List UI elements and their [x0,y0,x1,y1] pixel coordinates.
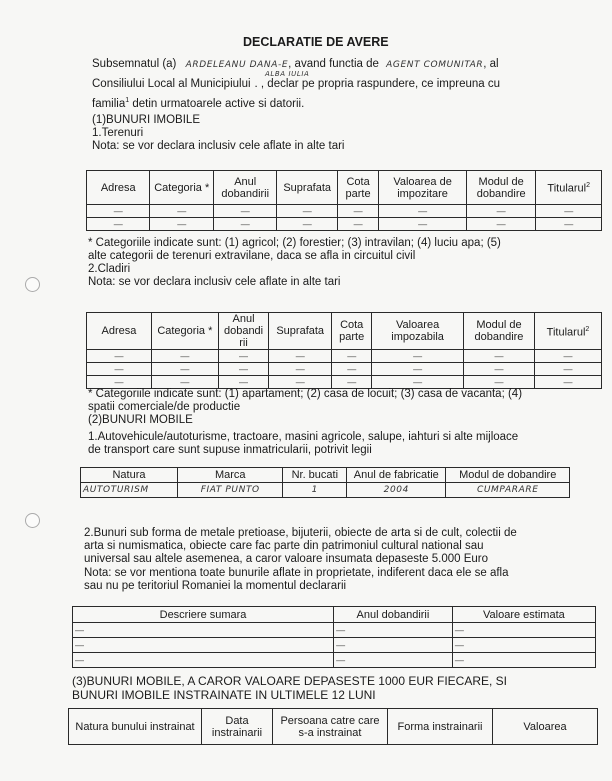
punch-hole-bottom [25,513,40,528]
table-cell: — [334,623,453,638]
footnote-marker: 2 [586,182,591,190]
table-row [73,638,596,653]
col-header: Anul dobandi rii [218,313,268,350]
col-header [534,313,601,350]
table-row [87,350,602,363]
table-cell: — [332,363,372,376]
col-header: Modul de dobandire [463,313,534,350]
table-cell: — [151,363,218,376]
table-cell: — [150,218,213,231]
col-header: Adresa [87,313,152,350]
table-row [87,363,602,376]
table-cell: — [337,205,378,218]
table-cell: — [452,623,595,638]
col-header: Valoarea [493,709,598,745]
intro-line-1 [92,58,499,70]
terenuri-note: Nota: se vor declara inclusiv cele aflate in alte tari [92,140,345,152]
col-header: Forma instrainarii [388,709,493,745]
bunuri-table [72,606,596,668]
table-cell: — [151,376,218,389]
table-cell: — [332,376,372,389]
bunuri-paragraph-line-1: 2.Bunuri sub forma de metale pretioase, bijuterii, obiecte de arta si de cult, colectii de [84,527,517,539]
table-cell: — [534,350,601,363]
table-row [81,483,570,498]
section-3-heading-line-2: BUNURI IMOBILE INSTRAINATE IN ULTIMELE 12 LUNI [72,688,376,702]
col-header-text: Modul de dobandire [476,175,526,200]
table-cell: — [463,350,534,363]
footnote-marker: 2 [585,325,590,333]
table-cell: — [151,350,218,363]
col-header: Anul dobandirii [213,171,276,205]
col-header: Adresa [87,171,150,205]
intro-line-3 [92,97,304,110]
table-cell: — [87,376,152,389]
section-2-heading: (2)BUNURI MOBILE [88,414,193,426]
col-header: Valoarea impozabila [372,313,464,350]
col-header: Natura [81,468,178,483]
table-cell: — [452,653,595,668]
table-cell: — [372,376,464,389]
table-cell: — [379,218,467,231]
cladiri-footnote-line-2: spatii comerciale/de productie [88,401,241,413]
table-cell: — [269,350,332,363]
col-header: Categoria * [151,313,218,350]
col-header-text: Titularul [547,182,587,195]
col-header: Descriere sumara [73,607,334,623]
table-cell: — [218,376,268,389]
table-cell: — [379,205,467,218]
cladiri-footnote-line-1: * Categoriile indicate sunt: (1) apartament; (2) casa de locuit; (3) casa de vacanta; (4) [88,388,523,400]
col-header: Persoana catre care s-a instrainat [273,709,388,745]
intro-text: , avand functia de [288,58,379,70]
intro-text: Consiliului Local al Municipiului [92,78,251,90]
col-header: Anul dobandirii [334,607,453,623]
table-row [87,376,602,389]
table-cell: — [372,363,464,376]
footnote-marker: 1 [125,97,130,104]
vehicle-brand: FIAT PUNTO [178,483,283,498]
instrainate-table [68,708,598,745]
document-title: DECLARATIE DE AVERE [243,35,389,49]
vehicle-year: 2004 [347,483,446,498]
col-header: Marca [178,468,283,483]
vehicle-acquisition: CUMPARARE [446,483,570,498]
table-cell: — [334,638,453,653]
bunuri-paragraph-line-3: universal sau altele asemenea, a caror valoare insumata depaseste 5.000 Euro [84,553,489,565]
table-cell: — [218,363,268,376]
table-cell: — [536,205,602,218]
col-header: Anul de fabricatie [347,468,446,483]
bunuri-note-line-2: sau nu pe teritoriul Romaniei la momentul declararii [84,580,347,592]
table-cell: — [337,218,378,231]
vehicle-type: AUTOTURISM [81,483,178,498]
col-header-text: Titularul [546,326,586,339]
col-header [536,171,602,205]
col-header: Modul de dobandire [446,468,570,483]
intro-line-2 [92,78,500,90]
table-cell: — [534,363,601,376]
table-cell: — [334,653,453,668]
table-cell: — [73,653,334,668]
cladiri-note: Nota: se vor declara inclusiv cele aflate in alte tari [88,276,341,288]
table-cell: — [87,350,152,363]
table-row [73,623,596,638]
table-cell: — [213,205,276,218]
section-3-heading-line-1: (3)BUNURI MOBILE, A CAROR VALOARE DEPASESTE 1000 EUR FIECARE, SI [72,674,508,688]
intro-text: detin urmatoarele active si datorii. [129,97,305,110]
table-cell: — [269,376,332,389]
declarant-function: AGENT COMUNITAR [386,60,484,70]
section-1-heading: (1)BUNURI IMOBILE [92,114,200,126]
table-cell: — [87,205,150,218]
intro-text: Subsemnatul (a) [92,58,177,70]
intro-text: . , declar pe propria raspundere, ce impreuna cu [254,78,501,90]
table-cell: — [452,638,595,653]
table-cell: — [277,218,337,231]
table-cell: — [87,363,152,376]
table-cell: — [150,205,213,218]
intro-text: familia [92,97,126,110]
declarant-name: ARDELEANU DANA-E [185,60,289,70]
table-cell: — [218,350,268,363]
table-cell: — [332,350,372,363]
terenuri-footnote-line-2: alte categorii de terenuri extravilane, daca se afla in circuitul civil [88,250,416,262]
table-row [87,218,602,231]
col-header: Categoria * [150,171,213,205]
col-header: Cota parte [337,171,378,205]
declarant-city: ALBA IULIA [265,70,310,78]
punch-hole-top [25,277,40,292]
table-cell: — [534,376,601,389]
table-cell: — [466,205,536,218]
table-row [87,205,602,218]
col-header: Valoarea de impozitare [379,171,467,205]
table-cell: — [466,218,536,231]
table-cell: — [372,350,464,363]
bunuri-paragraph-line-2: arta si numismatica, obiecte care fac parte din patrimoniul cultural national sau [84,540,484,552]
terenuri-table [86,170,602,231]
table-cell: — [73,638,334,653]
col-header [466,171,536,205]
table-row [73,653,596,668]
bunuri-note-line-1: Nota: se vor mentiona toate bunurile aflate in proprietate, indiferent daca ele se afla [84,567,509,579]
col-header: Cota parte [332,313,372,350]
auto-paragraph-line-1: 1.Autovehicule/autoturisme, tractoare, masini agricole, salupe, iahturi si alte mijloace [88,431,519,443]
col-header: Suprafata [277,171,337,205]
col-header: Natura bunului instrainat [69,709,202,745]
col-header: Suprafata [269,313,332,350]
vehicle-count: 1 [283,483,347,498]
table-cell: — [536,218,602,231]
table-cell: — [269,363,332,376]
auto-paragraph-line-2: de transport care sunt supuse inmatricularii, potrivit legii [88,444,372,456]
table-cell: — [73,623,334,638]
col-header: Data instrainarii [202,709,273,745]
table-cell: — [213,218,276,231]
table-cell: — [463,376,534,389]
terenuri-footnote-line-1: * Categoriile indicate sunt: (1) agricol; (2) forestier; (3) intravilan; (4) luciu apa; (5) [88,237,501,249]
table-cell: — [463,363,534,376]
col-header: Nr. bucati [283,468,347,483]
cladiri-heading: 2.Cladiri [88,263,131,275]
table-cell: — [277,205,337,218]
col-header: Valoare estimata [452,607,595,623]
table-cell: — [87,218,150,231]
terenuri-heading: 1.Terenuri [92,127,144,139]
cladiri-table [86,312,602,389]
autovehicule-table [80,467,570,498]
intro-text: , al [483,58,499,70]
